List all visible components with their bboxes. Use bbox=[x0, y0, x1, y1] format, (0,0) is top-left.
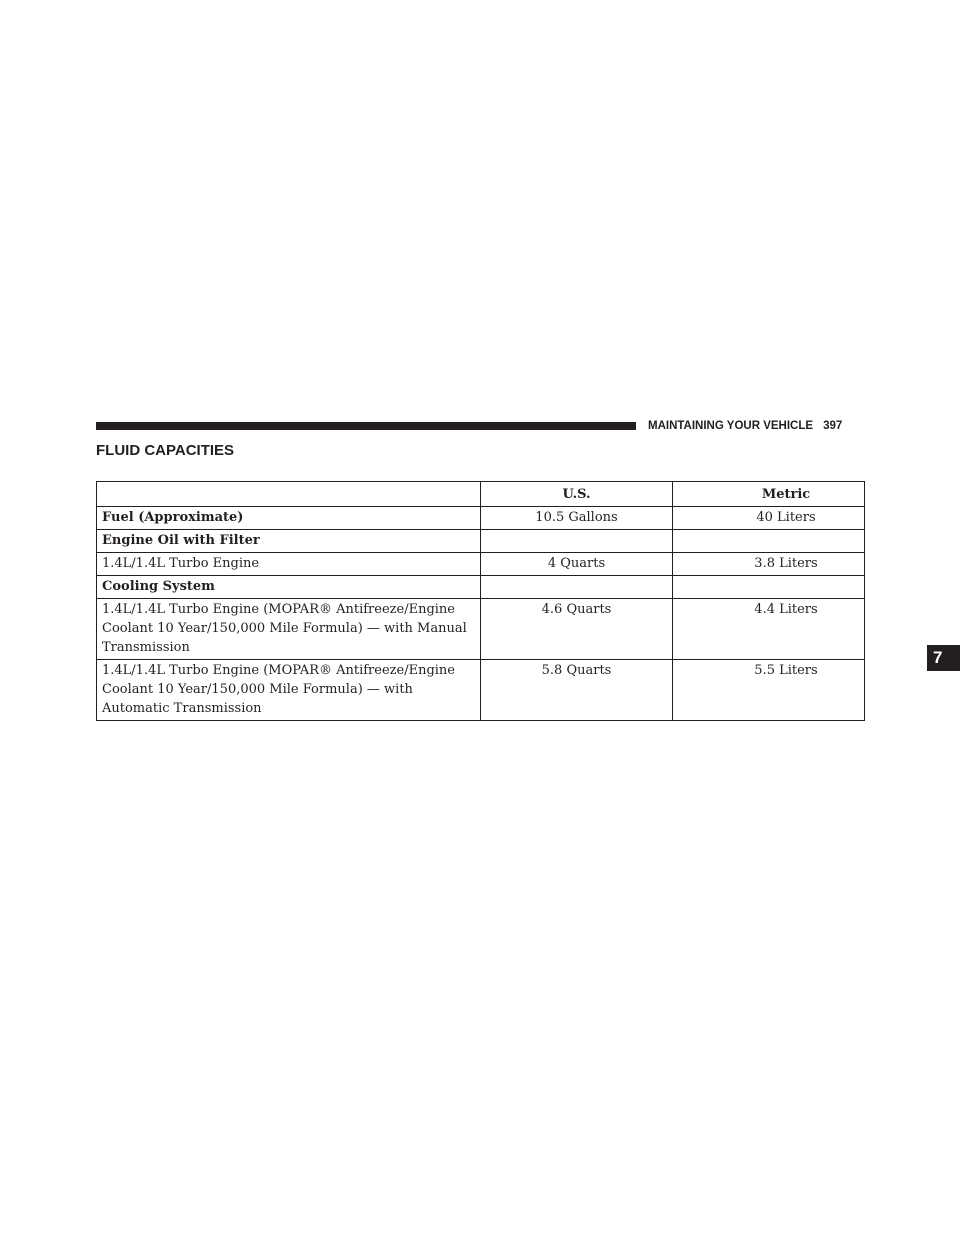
row-label: 1.4L/1.4L Turbo Engine bbox=[97, 553, 481, 576]
table-row bbox=[97, 553, 865, 576]
table-row bbox=[97, 599, 865, 660]
running-header-section: MAINTAINING YOUR VEHICLE bbox=[648, 420, 814, 432]
row-metric-value bbox=[673, 576, 865, 599]
section-title: FLUID CAPACITIES bbox=[96, 442, 235, 459]
row-us-value: 4 Quarts bbox=[481, 553, 673, 576]
row-us-value: 10.5 Gallons bbox=[481, 507, 673, 530]
header-rule bbox=[96, 422, 636, 430]
column-header-us: U.S. bbox=[481, 482, 673, 507]
page-number: 397 bbox=[823, 420, 843, 432]
row-label: Cooling System bbox=[97, 576, 481, 599]
running-header bbox=[648, 418, 842, 434]
table-row bbox=[97, 530, 865, 553]
row-us-value bbox=[481, 576, 673, 599]
column-header-metric: Metric bbox=[673, 482, 865, 507]
row-metric-value: 4.4 Liters bbox=[673, 599, 865, 660]
row-us-value: 4.6 Quarts bbox=[481, 599, 673, 660]
table-row bbox=[97, 660, 865, 721]
chapter-tab: 7 bbox=[927, 645, 960, 671]
row-label: Fuel (Approximate) bbox=[97, 507, 481, 530]
table-row bbox=[97, 576, 865, 599]
table-row bbox=[97, 507, 865, 530]
row-metric-value: 40 Liters bbox=[673, 507, 865, 530]
row-us-value bbox=[481, 530, 673, 553]
column-header-item bbox=[97, 482, 481, 507]
fluid-capacities-table bbox=[96, 481, 865, 721]
row-metric-value: 3.8 Liters bbox=[673, 553, 865, 576]
row-label: 1.4L/1.4L Turbo Engine (MOPAR® Antifreeze/Engine Coolant 10 Year/150,000 Mile Formula) — with Automatic Transmission bbox=[97, 660, 481, 721]
row-us-value: 5.8 Quarts bbox=[481, 660, 673, 721]
table-header-row bbox=[97, 482, 865, 507]
row-label: 1.4L/1.4L Turbo Engine (MOPAR® Antifreeze/Engine Coolant 10 Year/150,000 Mile Formula) — with Manual Transmission bbox=[97, 599, 481, 660]
row-metric-value: 5.5 Liters bbox=[673, 660, 865, 721]
row-metric-value bbox=[673, 530, 865, 553]
row-label: Engine Oil with Filter bbox=[97, 530, 481, 553]
